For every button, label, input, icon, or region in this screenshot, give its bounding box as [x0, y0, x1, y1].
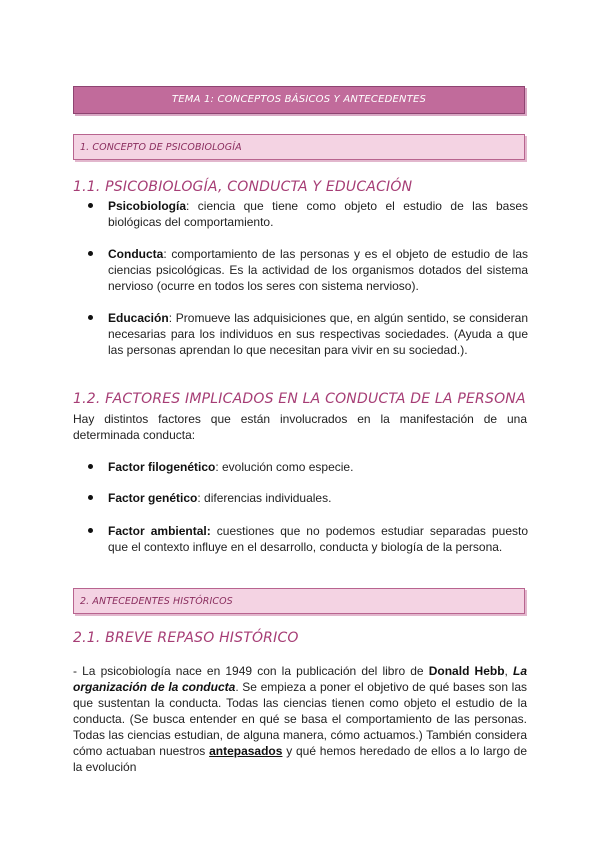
term-factor-ambiental: Factor ambiental:	[108, 524, 211, 538]
term-factor-genetico: Factor genético	[108, 491, 198, 505]
ancestors-term: antepasados	[209, 744, 283, 758]
term-educacion: Educación	[108, 311, 169, 325]
definition-factor-ambiental: cuestiones que no podemos estudiar separadas puesto que el contexto influye en el desarrollo, conducta y biología de la persona.	[108, 524, 528, 554]
section-2-title: 2. ANTECEDENTES HISTÓRICOS	[80, 596, 233, 607]
bullet-dot	[88, 251, 93, 256]
list-item	[88, 490, 528, 506]
bullet-dot	[88, 464, 93, 469]
history-text-4: y qué hemos heredado de ellos a lo largo de la evolución	[73, 744, 528, 774]
list-item	[88, 310, 528, 358]
bullet-dot	[88, 495, 93, 500]
list-item	[88, 246, 528, 294]
history-text-1: - La psicobiología nace en 1949 con la publicación del libro de	[73, 664, 429, 678]
history-paragraph	[73, 663, 527, 775]
definition-psicobiologia: : ciencia que tiene como objeto el estudio de las bases biológicas del comportamiento.	[108, 199, 528, 229]
book-title: La organización de la conducta	[73, 664, 528, 694]
subheading-1-2: 1.2. FACTORES IMPLICADOS EN LA CONDUCTA DE LA PERSONA	[73, 391, 526, 407]
bullet-dot	[88, 203, 93, 208]
author-name: Donald Hebb	[428, 664, 505, 678]
term-psicobiologia: Psicobiología	[108, 199, 187, 213]
section-1-title: 1. CONCEPTO DE PSICOBIOLOGÍA	[80, 142, 242, 153]
definition-educacion: : Promueve las adquisiciones que, en algún sentido, se consideran necesarias para los individuos en sus respectivas sociedades. (Ayuda a que las personas aprendan lo que necesitan para vivir en su sociedad.).	[108, 311, 528, 357]
list-item	[88, 523, 528, 555]
subheading-2-1: 2.1. BREVE REPASO HISTÓRICO	[73, 630, 299, 646]
definition-factor-genetico: : diferencias individuales.	[197, 491, 332, 505]
definition-conducta: : comportamiento de las personas y es el objeto de estudio de las ciencias psicológicas. Es la actividad de los organismos dotados del sistema nervioso (ocurre en todos los seres con sistema nervioso).	[108, 247, 528, 293]
document-title: TEMA 1: CONCEPTOS BÁSICOS Y ANTECEDENTES	[171, 94, 427, 105]
list-item	[88, 459, 528, 475]
term-conducta: Conducta	[108, 247, 164, 261]
subheading-1-1: 1.1. PSICOBIOLOGÍA, CONDUCTA Y EDUCACIÓN	[73, 179, 413, 195]
history-text-3: . Se empieza a poner el objetivo de qué bases son las que sustentan la conducta. Todas las ciencias tienen como objeto el estudio de la conducta. (Se busca entender en qué se basa el comportamiento de las personas. Todas las ciencias estudian, de alguna manera, cómo actuamos.) También considera cómo actuaban nuestros	[73, 680, 527, 758]
section-2-header	[73, 588, 525, 614]
factors-intro: Hay distintos factores que están involucrados en la manifestación de una determinada conducta:	[73, 412, 527, 442]
definition-factor-filogenetico: : evolución como especie.	[215, 460, 354, 474]
bullet-dot	[88, 315, 93, 320]
bullet-dot	[88, 528, 93, 533]
term-factor-filogenetico: Factor filogenético	[108, 460, 216, 474]
title-banner	[73, 86, 525, 114]
section-1-header	[73, 134, 525, 160]
history-text-2: ,	[504, 664, 513, 678]
list-item	[88, 198, 528, 230]
